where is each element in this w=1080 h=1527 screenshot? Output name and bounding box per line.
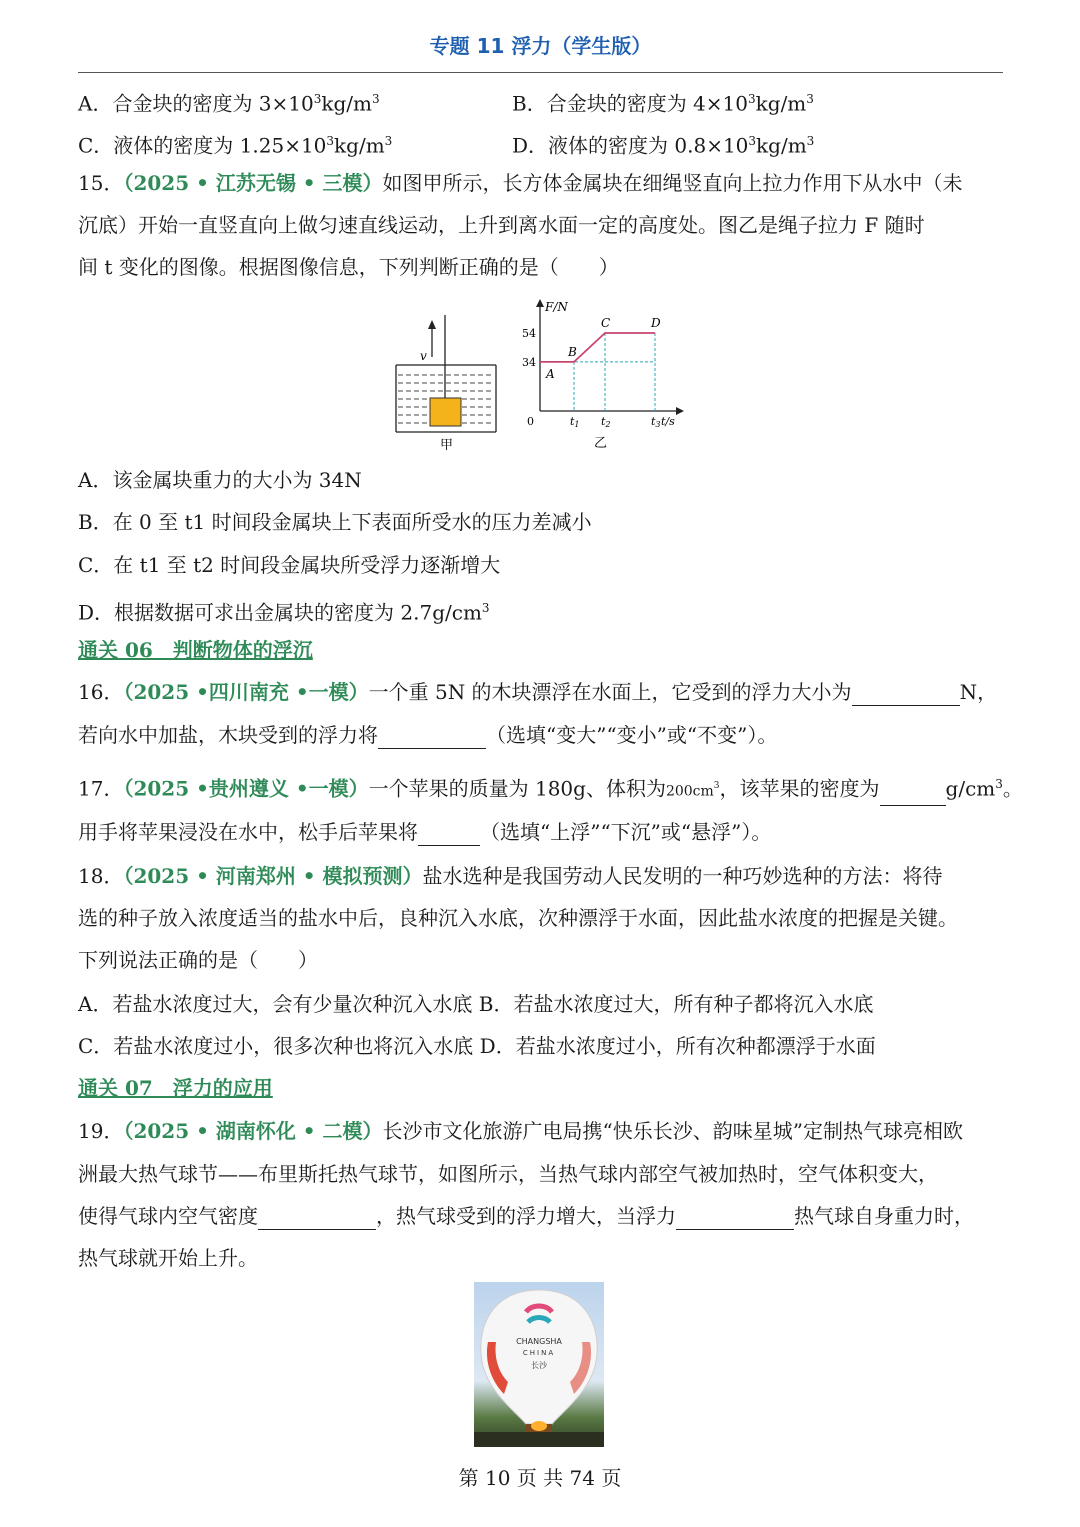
q16-blank-2	[378, 728, 486, 749]
figure-jia-caption: 甲	[440, 438, 454, 453]
q14-option-d: D．液体的密度为 $0.8\times 10^3kg/m^3$	[512, 133, 815, 158]
origin-label: 0	[527, 415, 534, 428]
x-tick-t1: t1	[570, 415, 580, 429]
force-series-line	[540, 333, 655, 362]
point-label-A: A	[546, 366, 555, 381]
q19-blank-2	[676, 1209, 794, 1230]
svg-text:CHINA: CHINA	[522, 1349, 556, 1357]
header-rule	[78, 72, 1003, 73]
q17-line-2: 用手将苹果浸没在水中，松手后苹果将 （选填“上浮”“下沉”或“悬浮”）。	[78, 820, 772, 844]
point-label-C: C	[601, 316, 611, 330]
point-label-D: D	[651, 316, 661, 330]
figure-yi-chart	[512, 297, 692, 455]
q15-option-b: B．在 0 至 t1 时间段金属块上下表面所受水的压力差减小	[78, 510, 592, 534]
q19-line-1: 19．（2025 • 湖南怀化 • 二模）长沙市文化旅游广电局携“快乐长沙、韵味星城”定制热气球亮相欧	[78, 1119, 963, 1143]
y-tick-34: 34	[522, 355, 536, 369]
q18-options-ab: A．若盐水浓度过大，会有少量次种沉入水底 B．若盐水浓度过大，所有种子都将沉入水底	[78, 992, 874, 1016]
q17-blank-1	[880, 785, 946, 806]
q15-option-a: A．该金属块重力的大小为 34N	[78, 468, 362, 492]
q15-line-1: 15．（2025 • 江苏无锡 • 三模）如图甲所示，长方体金属块在细绳竖直向上拉力作用下从水中（未	[78, 171, 963, 195]
section-07-title: 通关 07 浮力的应用	[78, 1076, 273, 1100]
q19-line-3: 使得气球内空气密度 ，热气球受到的浮力增大，当浮力 热气球自身重力时，	[78, 1204, 974, 1228]
q15-option-c: C．在 t1 至 t2 时间段金属块所受浮力逐渐增大	[78, 553, 501, 577]
q14-option-c: C．液体的密度为 $1.25\times 10^3kg/m^3$	[78, 133, 393, 158]
figure-jia	[390, 315, 502, 455]
q16-line-2: 若向水中加盐，木块受到的浮力将 （选填“变大”“变小”或“不变”）。	[78, 723, 778, 747]
y-axis-arrow	[536, 299, 544, 307]
q14-option-a: A．合金块的密度为 $3\times 10^3kg/m^3$	[78, 91, 380, 116]
x-tick-t3: t3	[651, 415, 661, 429]
q17-line-1: 17．（2025 •贵州遵义 •一模）一个苹果的质量为 180g、体积为$200cm^3$，该苹果的密度为 $g/cm^3$。	[78, 770, 1023, 806]
section-06-title: 通关 06 判断物体的浮沉	[78, 638, 313, 662]
q15-line-3: 间 t 变化的图像。根据图像信息，下列判断正确的是（ ）	[78, 255, 619, 279]
q19-line-2: 洲最大热气球节——布里斯托热气球节，如图所示，当热气球内部空气被加热时，空气体积变大，	[78, 1162, 938, 1186]
point-label-B: B	[568, 344, 577, 359]
q16-blank-1	[852, 685, 960, 706]
q18-options-cd: C．若盐水浓度过小，很多次种也将沉入水底 D．若盐水浓度过小，所有次种都漂浮于水面	[78, 1034, 876, 1058]
q15-line-2: 沉底）开始一直竖直向上做匀速直线运动，上升到离水面一定的高度处。图乙是绳子拉力 F 随时	[78, 213, 925, 237]
velocity-label: v	[420, 349, 427, 363]
q18-line-1: 18．（2025 • 河南郑州 • 模拟预测）盐水选种是我国劳动人民发明的一种巧妙选种的方法：将待	[78, 864, 943, 888]
x-axis-label: t/s	[661, 415, 675, 428]
figure-yi-caption: 乙	[594, 436, 608, 451]
q19-blank-1	[258, 1209, 376, 1230]
x-tick-t2: t2	[601, 415, 611, 429]
y-axis-label: F/N	[545, 300, 568, 314]
q14-option-b: B．合金块的密度为 $4\times 10^3kg/m^3$	[512, 91, 814, 116]
q18-line-3: 下列说法正确的是（ ）	[78, 948, 318, 972]
y-tick-54: 54	[522, 327, 536, 340]
hot-air-balloon-photo	[474, 1282, 604, 1447]
q18-line-2: 选的种子放入浓度适当的盐水中后，良种沉入水底，次种漂浮于水面，因此盐水浓度的把握是关键。	[78, 906, 958, 930]
q16-line-1: 16．（2025 •四川南充 •一模）一个重 5N 的木块漂浮在水面上，它受到的浮力大小为 N，	[78, 680, 998, 704]
svg-text:CHANGSHA: CHANGSHA	[516, 1337, 562, 1346]
q17-blank-2	[418, 825, 480, 846]
x-axis-arrow	[676, 407, 684, 415]
metal-block	[430, 398, 461, 426]
page-footer: 第 10 页 共 74 页	[458, 1466, 622, 1490]
q19-line-4: 热气球就开始上升。	[78, 1246, 258, 1270]
page-header-title: 专题 11 浮力（学生版）	[429, 34, 652, 58]
svg-text:长沙: 长沙	[531, 1361, 547, 1370]
q15-option-d: D．根据数据可求出金属块的密度为 $2.7g/cm^3$	[78, 600, 490, 625]
